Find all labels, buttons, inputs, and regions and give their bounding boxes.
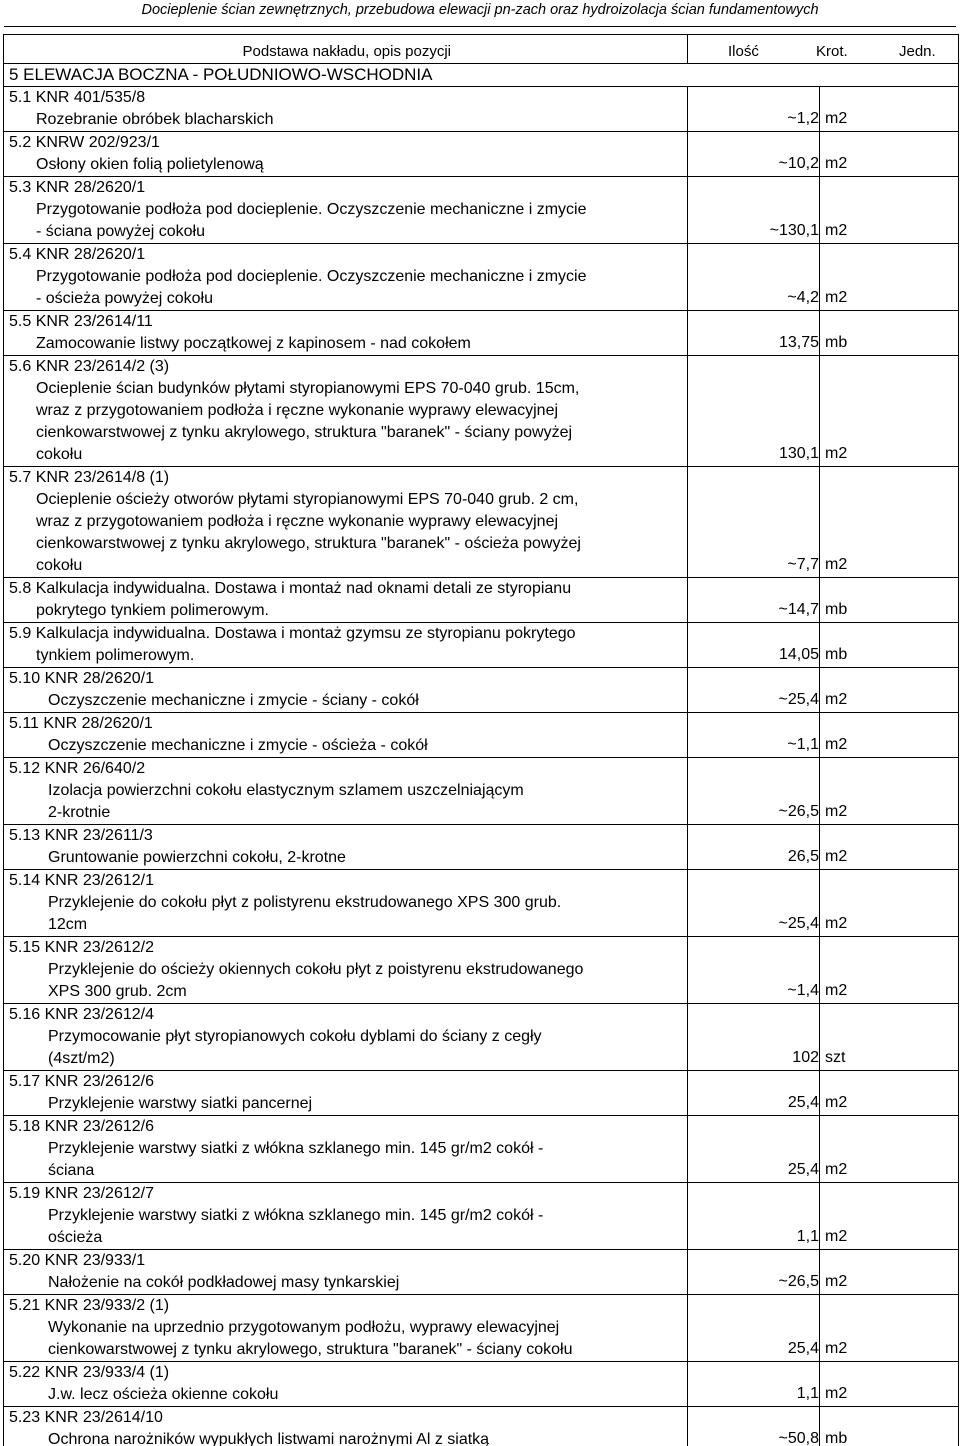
item-quantity-value: 130,1 (778, 445, 819, 462)
item-unit-cell (820, 713, 959, 758)
item-unit: m2 (825, 556, 848, 573)
table-row (4, 87, 959, 132)
item-unit: mb (825, 1430, 848, 1446)
item-description-cell (4, 668, 688, 713)
item-unit: m2 (825, 155, 848, 172)
item-description-cell (4, 311, 688, 356)
item-unit-cell (820, 758, 959, 825)
item-unit: m2 (825, 1161, 848, 1178)
item-description-line: 2-krotnie (48, 804, 111, 821)
item-unit-cell (820, 177, 959, 244)
item-code: 5.9 Kalkulacja indywidualna. Dostawa i montaż gzymsu ze styropianu pokrytego (9, 625, 576, 642)
item-code: 5.5 KNR 23/2614/11 (9, 313, 153, 330)
item-code: 5.10 KNR 28/2620/1 (9, 670, 154, 687)
table-row (4, 825, 959, 870)
table-row (4, 244, 959, 311)
item-quantity (688, 825, 820, 870)
item-description-line: tynkiem polimerowym. (36, 647, 195, 664)
item-description-line: cienkowarstwowej z tynku akrylowego, struktura "baranek" - ściany powyżej (36, 424, 573, 441)
item-quantity (688, 870, 820, 937)
item-description-line: cokołu (36, 557, 83, 574)
item-code: 5.8 Kalkulacja indywidualna. Dostawa i montaż nad oknami detali ze styropianu (9, 580, 572, 597)
item-quantity (688, 132, 820, 177)
item-code: 5.14 KNR 23/2612/1 (9, 872, 154, 889)
item-quantity-value: 25,4 (787, 1340, 819, 1357)
item-unit-cell (820, 668, 959, 713)
item-code: 5.16 KNR 23/2612/4 (9, 1006, 154, 1023)
item-description-line: ościeża (48, 1229, 103, 1246)
item-code: 5.19 KNR 23/2612/7 (9, 1185, 154, 1202)
item-description-cell (4, 713, 688, 758)
item-description-cell (4, 1004, 688, 1071)
item-description-line: Izolacja powierzchni cokołu elastycznym szlamem uszczelniającym (48, 782, 524, 799)
item-unit: m2 (825, 1385, 848, 1402)
item-description-line: Ochrona narożników wypukłych listwami narożnymi Al z siatką (48, 1431, 490, 1446)
table-row (4, 1183, 959, 1250)
item-description-cell (4, 758, 688, 825)
item-quantity-value: 25,4 (787, 1161, 819, 1178)
item-description-cell (4, 623, 688, 668)
item-description-cell (4, 356, 688, 467)
item-unit: mb (825, 334, 848, 351)
item-quantity-value: ~14,7 (778, 601, 819, 618)
item-code: 5.22 KNR 23/933/4 (1) (9, 1364, 170, 1381)
item-unit: szt (825, 1049, 846, 1066)
item-code: 5.4 KNR 28/2620/1 (9, 246, 146, 263)
item-description-line: Oczyszczenie mechaniczne i zmycie - ościeża - cokół (48, 737, 428, 754)
item-quantity (688, 467, 820, 578)
item-code: 5.6 KNR 23/2614/2 (3) (9, 358, 170, 375)
item-unit-cell (820, 1250, 959, 1295)
item-quantity-value: 102 (792, 1049, 819, 1066)
item-description-line: Ocieplenie ościeży otworów płytami styropianowymi EPS 70-040 grub. 2 cm, (36, 491, 579, 508)
item-description-line: Przyklejenie warstwy siatki z włókna szklanego min. 145 gr/m2 cokół - (48, 1140, 544, 1157)
item-unit-cell (820, 578, 959, 623)
item-description-line: cienkowarstwowej z tynku akrylowego, struktura "baranek" - ściany cokołu (48, 1341, 573, 1358)
column-header-krot: Krot. (816, 43, 848, 60)
item-unit: m2 (825, 1228, 848, 1245)
item-code: 5.23 KNR 23/2614/10 (9, 1409, 163, 1426)
item-unit-cell (820, 1071, 959, 1116)
item-description-cell (4, 1295, 688, 1362)
cost-table (3, 34, 959, 1446)
item-description-line: Przyklejenie do ościeży okiennych cokołu płyt z poistyrenu ekstrudowanego (48, 961, 584, 978)
item-description-cell (4, 177, 688, 244)
item-quantity (688, 1362, 820, 1407)
item-description-line: Przyklejenie warstwy siatki z włókna szklanego min. 145 gr/m2 cokół - (48, 1207, 544, 1224)
item-unit: mb (825, 601, 848, 618)
item-description-line: Oczyszczenie mechaniczne i zmycie - ściany - cokół (48, 692, 419, 709)
table-row (4, 713, 959, 758)
item-description-cell (4, 1250, 688, 1295)
item-quantity-value: 13,75 (778, 334, 819, 351)
item-quantity-value: 14,05 (778, 646, 819, 663)
item-quantity-value: ~1,1 (787, 736, 819, 753)
item-unit: m2 (825, 848, 848, 865)
table-row (4, 1116, 959, 1183)
item-quantity-value: ~26,5 (778, 803, 819, 820)
item-code: 5.1 KNR 401/535/8 (9, 89, 146, 106)
item-description-line: Wykonanie na uprzednio przygotowanym podłożu, wyprawy elewacyjnej (48, 1319, 560, 1336)
item-quantity (688, 1407, 820, 1446)
item-unit: m2 (825, 1094, 848, 1111)
item-code: 5.13 KNR 23/2611/3 (9, 827, 153, 844)
item-description-cell (4, 937, 688, 1004)
item-quantity (688, 177, 820, 244)
item-description-cell (4, 1116, 688, 1183)
table-row (4, 177, 959, 244)
table-row (4, 311, 959, 356)
item-quantity (688, 937, 820, 1004)
item-description-cell (4, 1071, 688, 1116)
item-quantity-value: ~1,4 (787, 982, 819, 999)
table-row (4, 356, 959, 467)
column-header-qty: Ilość (728, 43, 759, 60)
item-description-line: J.w. lecz ościeża okienne cokołu (48, 1386, 279, 1403)
table-row (4, 578, 959, 623)
item-quantity-value: 1,1 (796, 1385, 819, 1402)
table-row (4, 758, 959, 825)
item-description-line: - ściana powyżej cokołu (36, 223, 205, 240)
item-description-line: Nałożenie na cokół podkładowej masy tynkarskiej (48, 1274, 400, 1291)
table-row (4, 668, 959, 713)
item-quantity-value: 25,4 (787, 1094, 819, 1111)
item-description-line: pokrytego tynkiem polimerowym. (36, 602, 269, 619)
table-row (4, 1004, 959, 1071)
item-description-line: ściana (48, 1162, 95, 1179)
item-quantity (688, 1183, 820, 1250)
item-quantity (688, 311, 820, 356)
item-quantity (688, 668, 820, 713)
item-quantity (688, 758, 820, 825)
item-unit-cell (820, 1183, 959, 1250)
item-description-line: Ocieplenie ścian budynków płytami styropianowymi EPS 70-040 grub. 15cm, (36, 380, 580, 397)
item-description-line: wraz z przygotowaniem podłoża i ręczne wykonanie wyprawy elewacyjnej (36, 513, 559, 530)
item-unit-cell (820, 1362, 959, 1407)
item-quantity-value: 1,1 (796, 1228, 819, 1245)
item-description-line: - ościeża powyżej cokołu (36, 290, 213, 307)
table-header-row (4, 35, 959, 64)
item-description-line: Przygotowanie podłoża pod docieplenie. Oczyszczenie mechaniczne i zmycie (36, 268, 587, 285)
item-description-line: wraz z przygotowaniem podłoża i ręczne wykonanie wyprawy elewacyjnej (36, 402, 559, 419)
item-description-cell (4, 1183, 688, 1250)
table-row (4, 1071, 959, 1116)
item-unit: m2 (825, 1273, 848, 1290)
item-description-line: Zamocowanie listwy początkowej z kapinosem - nad cokołem (36, 335, 471, 352)
item-code: 5.20 KNR 23/933/1 (9, 1252, 146, 1269)
item-description-cell (4, 87, 688, 132)
item-unit-cell (820, 1004, 959, 1071)
item-quantity-value: ~7,7 (787, 556, 819, 573)
table-row (4, 132, 959, 177)
item-description-line: Przyklejenie do cokołu płyt z polistyrenu ekstrudowanego XPS 300 grub. (48, 894, 562, 911)
item-code: 5.18 KNR 23/2612/6 (9, 1118, 154, 1135)
item-description-line: (4szt/m2) (48, 1050, 115, 1067)
item-unit: m2 (825, 982, 848, 999)
item-quantity (688, 713, 820, 758)
item-unit-cell (820, 87, 959, 132)
item-unit-cell (820, 937, 959, 1004)
item-unit: m2 (825, 915, 848, 932)
item-description-line: cokołu (36, 446, 83, 463)
item-description-cell (4, 467, 688, 578)
table-row (4, 1295, 959, 1362)
item-unit: m2 (825, 289, 848, 306)
item-unit-cell (820, 244, 959, 311)
item-description-line: Gruntowanie powierzchni cokołu, 2-krotne (48, 849, 346, 866)
item-code: 5.17 KNR 23/2612/6 (9, 1073, 154, 1090)
item-unit: m2 (825, 110, 848, 127)
item-description-cell (4, 825, 688, 870)
item-unit-cell (820, 1407, 959, 1446)
item-unit-cell (820, 1116, 959, 1183)
item-description-cell (4, 870, 688, 937)
item-unit: m2 (825, 736, 848, 753)
item-description-line: XPS 300 grub. 2cm (48, 983, 187, 1000)
item-quantity (688, 1116, 820, 1183)
item-unit-cell (820, 623, 959, 668)
item-code: 5.7 KNR 23/2614/8 (1) (9, 469, 170, 486)
item-unit-cell (820, 467, 959, 578)
column-header-desc: Podstawa nakładu, opis pozycji (4, 35, 688, 64)
item-quantity (688, 1250, 820, 1295)
item-unit: m2 (825, 691, 848, 708)
item-unit: mb (825, 646, 848, 663)
table-row (4, 623, 959, 668)
item-quantity (688, 87, 820, 132)
item-unit-cell (820, 825, 959, 870)
item-description-line: cienkowarstwowej z tynku akrylowego, struktura "baranek" - ościeża powyżej (36, 535, 581, 552)
table-row (4, 467, 959, 578)
item-description-line: Osłony okien folią polietylenową (36, 156, 264, 173)
item-quantity-value: ~26,5 (778, 1273, 819, 1290)
item-quantity-value: ~25,4 (778, 915, 819, 932)
item-quantity (688, 1004, 820, 1071)
item-description-cell (4, 578, 688, 623)
item-code: 5.12 KNR 26/640/2 (9, 760, 146, 777)
item-quantity (688, 356, 820, 467)
table-row (4, 870, 959, 937)
item-unit: m2 (825, 1340, 848, 1357)
item-description-cell (4, 132, 688, 177)
item-description-cell (4, 1407, 688, 1446)
item-unit: m2 (825, 445, 848, 462)
header-divider (4, 26, 956, 27)
item-code: 5.21 KNR 23/933/2 (1) (9, 1297, 170, 1314)
item-quantity-value: ~50,8 (778, 1430, 819, 1446)
item-code: 5.3 KNR 28/2620/1 (9, 179, 146, 196)
item-quantity-value: ~10,2 (778, 155, 819, 172)
item-unit-cell (820, 132, 959, 177)
item-quantity-value: ~4,2 (787, 289, 819, 306)
item-description-line: 12cm (48, 916, 88, 933)
item-description-line: Przygotowanie podłoża pod docieplenie. Oczyszczenie mechaniczne i zmycie (36, 201, 587, 218)
table-row (4, 1407, 959, 1446)
item-description-cell (4, 1362, 688, 1407)
item-quantity (688, 244, 820, 311)
section-row (4, 64, 959, 87)
item-description-cell (4, 244, 688, 311)
item-unit-cell (820, 1295, 959, 1362)
table-row (4, 937, 959, 1004)
page-header: Docieplenie ścian zewnętrznych, przebudowa elewacji pn-zach oraz hydroizolacja ścian fundamentowych (141, 2, 819, 18)
item-unit-cell (820, 356, 959, 467)
column-header-unit: Jedn. (899, 43, 936, 60)
section-title: 5 ELEWACJA BOCZNA - POŁUDNIOWO-WSCHODNIA (4, 64, 959, 87)
item-unit: m2 (825, 222, 848, 239)
table-row (4, 1362, 959, 1407)
item-unit-cell (820, 870, 959, 937)
item-description-line: Rozebranie obróbek blacharskich (36, 111, 274, 128)
item-quantity (688, 578, 820, 623)
item-quantity-value: ~1,2 (787, 110, 819, 127)
item-code: 5.2 KNRW 202/923/1 (9, 134, 160, 151)
item-description-line: Przymocowanie płyt styropianowych cokołu dyblami do ściany z cegły (48, 1028, 542, 1045)
item-quantity-value: ~25,4 (778, 691, 819, 708)
item-quantity (688, 1071, 820, 1116)
item-unit: m2 (825, 803, 848, 820)
table-row (4, 1250, 959, 1295)
item-quantity-value: ~130,1 (769, 222, 819, 239)
item-quantity (688, 1295, 820, 1362)
item-description-line: Przyklejenie warstwy siatki pancernej (48, 1095, 313, 1112)
item-code: 5.11 KNR 28/2620/1 (9, 715, 153, 732)
item-code: 5.15 KNR 23/2612/2 (9, 939, 154, 956)
item-quantity (688, 623, 820, 668)
item-quantity-value: 26,5 (787, 848, 819, 865)
item-unit-cell (820, 311, 959, 356)
